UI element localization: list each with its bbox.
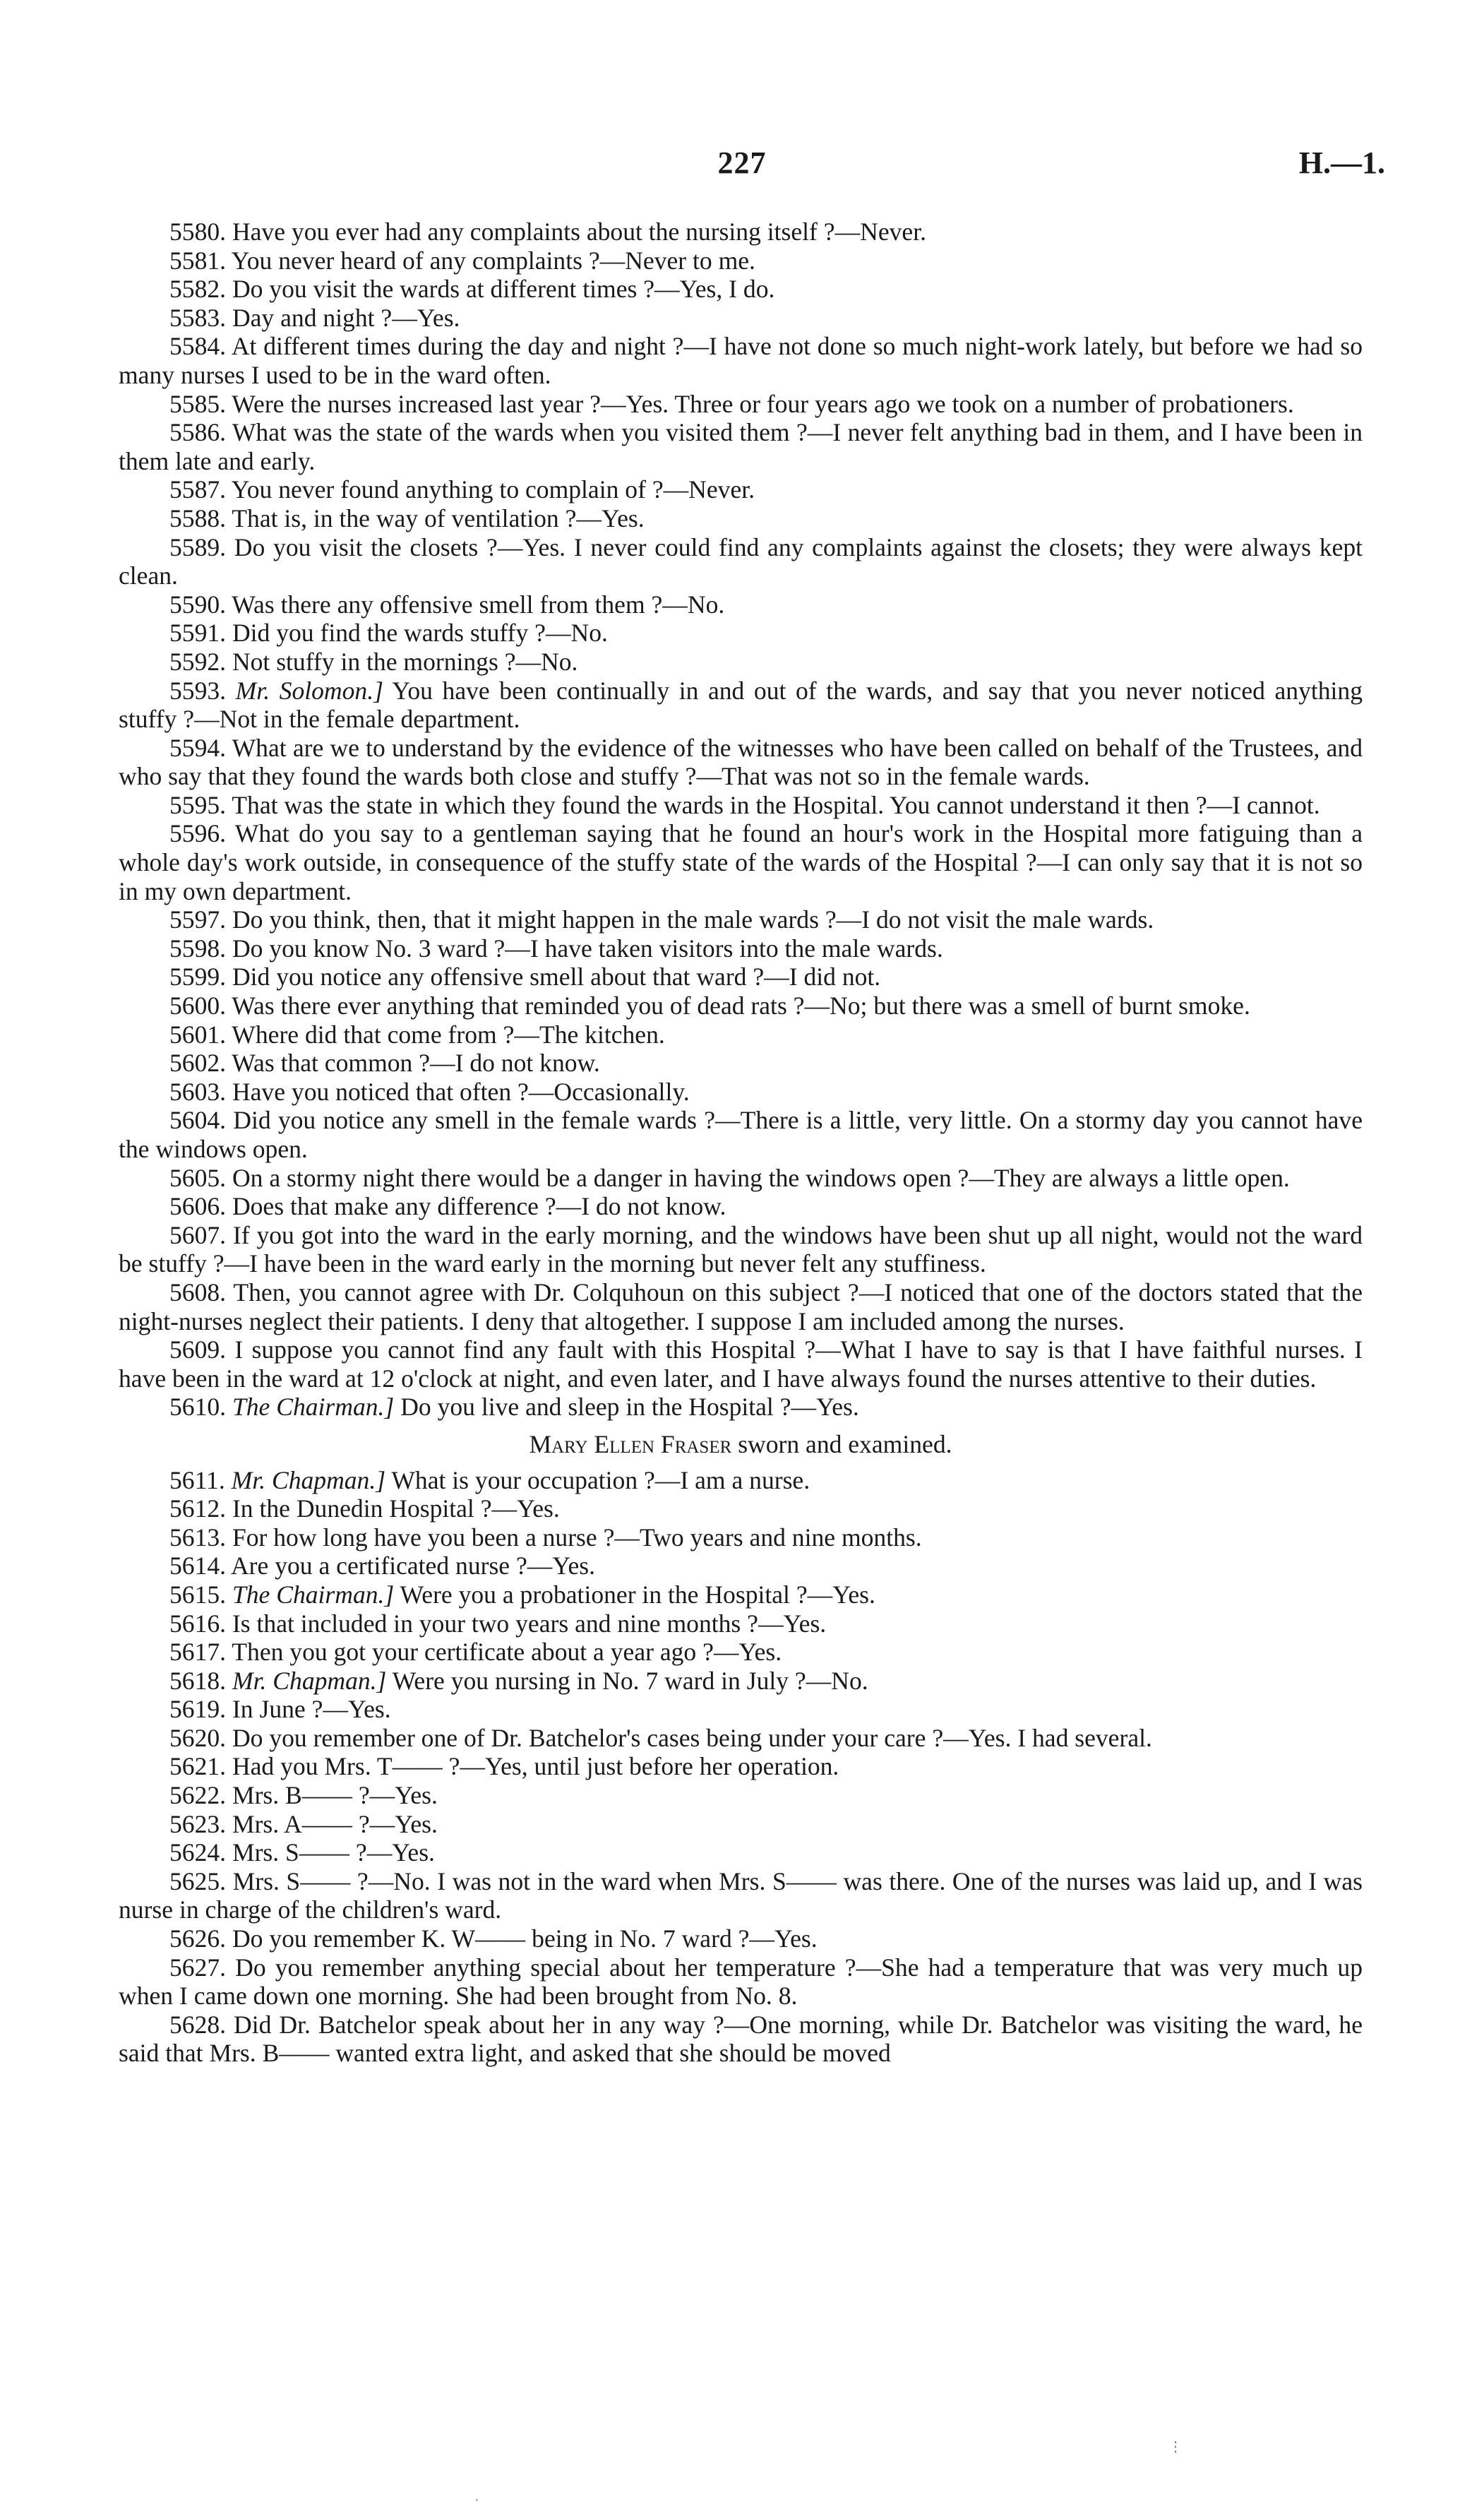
paragraph-text: 5620. Do you remember one of Dr. Batchelor's cases being under your care ?—Yes. I had several. [169, 1723, 1152, 1752]
question-number: 5618. [169, 1666, 227, 1695]
qa-paragraph [119, 648, 1363, 677]
qa-paragraph [119, 1552, 1363, 1580]
paragraph-text: 5594. What are we to understand by the evidence of the witnesses who have been called on behalf of the Trustees, and who say that they found the wards both close and stuffy ?—That was not so in the female wards. [119, 733, 1363, 791]
margin-mark: ⋮ [1168, 2439, 1183, 2455]
paragraph-text: Were you nursing in No. 7 ward in July ?—No. [392, 1666, 868, 1695]
paragraph-text: 5601. Where did that come from ?—The kitchen. [169, 1020, 665, 1049]
paragraph-text: 5590. Was there any offensive smell from them ?—No. [169, 590, 725, 619]
speaker-label: Mr. Chapman.] [231, 1465, 386, 1494]
paragraph-text: 5621. Had you Mrs. T—— ?—Yes, until just before her operation. [169, 1752, 839, 1781]
paragraph-text: 5608. Then, you cannot agree with Dr. Colquhoun on this subject ?—I noticed that one of the doctors stated that the night-nurses neglect their patients. I deny that altogether. I suppose I am included among the nurses. [119, 1278, 1363, 1335]
paragraph-text: 5586. What was the state of the wards when you visited them ?—I never felt anything bad in them, and I have been in them late and early. [119, 418, 1363, 475]
page-number: 227 [717, 145, 767, 180]
qa-paragraph [119, 1924, 1363, 1953]
qa-paragraph [119, 218, 1363, 246]
paragraph-text: 5587. You never found anything to complain of ?—Never. [169, 475, 755, 504]
speaker-label: Mr. Solomon.] [235, 676, 383, 705]
qa-paragraph [119, 1580, 1363, 1609]
paragraph-text: Do you live and sleep in the Hospital ?—Yes. [400, 1393, 859, 1422]
question-number: 5615. [169, 1580, 227, 1609]
paragraph-text: 5600. Was there ever anything that reminded you of dead rats ?—No; but there was a smell of burnt smoke. [169, 991, 1250, 1020]
qa-paragraph [119, 1164, 1363, 1193]
qa-paragraph [119, 677, 1363, 734]
qa-paragraph [119, 275, 1363, 304]
qa-paragraph [119, 1638, 1363, 1667]
qa-paragraph [119, 934, 1363, 963]
qa-paragraph [119, 619, 1363, 648]
qa-paragraph [119, 1106, 1363, 1163]
speaker-label: The Chairman.] [232, 1393, 395, 1422]
qa-paragraph [119, 905, 1363, 934]
qa-paragraph [119, 963, 1363, 991]
paragraph-text: 5619. In June ?—Yes. [169, 1695, 391, 1724]
qa-paragraph [119, 1953, 1363, 2011]
paragraph-text: 5609. I suppose you cannot find any fault with this Hospital ?—What I have to say is that I have faithful nurses. I have been in the ward at 12 o'clock at night, and even later, and I have always found the nurses attentive to their duties. [119, 1335, 1363, 1393]
paragraph-text: What is your occupation ?—I am a nurse. [391, 1465, 810, 1494]
paragraph-text: 5606. Does that make any difference ?—I do not know. [169, 1192, 726, 1221]
qa-paragraph [119, 1667, 1363, 1696]
paragraph-text: 5603. Have you noticed that often ?—Occasionally. [169, 1077, 690, 1106]
qa-paragraph [119, 1494, 1363, 1523]
qa-paragraph [119, 1752, 1363, 1781]
qa-paragraph [119, 1393, 1363, 1422]
evidence-text [119, 218, 1363, 2068]
paragraph-text: You have been continually in and out of the wards, and say that you never noticed anything stuffy ?—Not in the female department. [119, 676, 1363, 734]
paragraph-text: 5625. Mrs. S—— ?—No. I was not in the ward when Mrs. S—— was there. One of the nurses was laid up, and I was nurse in charge of the children's ward. [119, 1866, 1363, 1924]
paragraph-text: 5584. At different times during the day and night ?—I have not done so much night-work lately, but before we had so many nurses I used to be in the ward often. [119, 332, 1363, 389]
qa-paragraph [119, 2011, 1363, 2068]
paragraph-text: 5622. Mrs. B—— ?—Yes. [169, 1781, 438, 1810]
paragraph-text: 5607. If you got into the ward in the early morning, and the windows have been shut up all night, would not the ward be stuffy ?—I have been in the ward early in the morning but never felt any stuffiness. [119, 1220, 1363, 1278]
paragraph-text: 5626. Do you remember K. W—— being in No. 7 ward ?—Yes. [169, 1924, 818, 1953]
paragraph-text: 5588. That is, in the way of ventilation ?—Yes. [169, 504, 645, 532]
qa-paragraph [119, 991, 1363, 1020]
qa-paragraph [119, 1523, 1363, 1552]
paragraph-text: 5623. Mrs. A—— ?—Yes. [169, 1809, 438, 1838]
qa-paragraph [119, 1049, 1363, 1078]
paragraph-text: 5582. Do you visit the wards at different times ?—Yes, I do. [169, 275, 775, 304]
witness-name: Mary Ellen Fraser [529, 1429, 732, 1458]
qa-paragraph [119, 1609, 1363, 1638]
paragraph-text: 5598. Do you know No. 3 ward ?—I have taken visitors into the male wards. [169, 934, 943, 963]
paragraph-text: 5599. Did you notice any offensive smell about that ward ?—I did not. [169, 963, 881, 991]
paragraph-text: 5617. Then you got your certificate about a year ago ?—Yes. [169, 1638, 782, 1667]
qa-paragraph [119, 791, 1363, 820]
paragraph-text: 5624. Mrs. S—— ?—Yes. [169, 1838, 435, 1867]
paragraph-text: 5591. Did you find the wards stuffy ?—No. [169, 619, 608, 648]
paragraph-text: 5595. That was the state in which they found the wards in the Hospital. You cannot understand it then ?—I cannot. [169, 790, 1320, 819]
paragraph-text: 5605. On a stormy night there would be a danger in having the windows open ?—They are always a little open. [169, 1163, 1290, 1192]
paragraph-text: 5628. Did Dr. Batchelor speak about her in any way ?—One morning, while Dr. Batchelor was visiting the ward, he said that Mrs. B—— wanted extra light, and asked that she should be moved [119, 2010, 1363, 2068]
qa-paragraph [119, 819, 1363, 905]
qa-paragraph [119, 246, 1363, 275]
qa-paragraph [119, 475, 1363, 504]
qa-paragraph [119, 590, 1363, 619]
qa-paragraph [119, 533, 1363, 590]
witness-heading-rest: sworn and examined. [738, 1429, 952, 1458]
speaker-label: Mr. Chapman.] [232, 1666, 387, 1695]
qa-paragraph [119, 1020, 1363, 1049]
qa-paragraph [119, 1810, 1363, 1839]
paragraph-text: 5616. Is that included in your two years and nine months ?—Yes. [169, 1609, 827, 1638]
qa-paragraph [119, 1466, 1363, 1495]
qa-paragraph [119, 390, 1363, 419]
qa-paragraph [119, 304, 1363, 333]
qa-paragraph [119, 1278, 1363, 1335]
margin-dot: · [474, 2493, 479, 2508]
qa-paragraph [119, 1192, 1363, 1221]
paragraph-text: 5604. Did you notice any smell in the female wards ?—There is a little, very little. On a stormy day you cannot have the windows open. [119, 1106, 1363, 1163]
qa-paragraph [119, 1838, 1363, 1867]
paragraph-text: 5602. Was that common ?—I do not know. [169, 1049, 600, 1078]
paragraph-text: 5589. Do you visit the closets ?—Yes. I never could find any complaints against the closets; they were always kept clean. [119, 532, 1363, 590]
qa-paragraph [119, 1695, 1363, 1724]
qa-paragraph [119, 332, 1363, 389]
paragraph-text: Were you a probationer in the Hospital ?—Yes. [400, 1580, 875, 1609]
paragraph-text: 5592. Not stuffy in the mornings ?—No. [169, 647, 578, 676]
qa-paragraph [119, 1724, 1363, 1753]
paragraph-text: 5596. What do you say to a gentleman saying that he found an hour's work in the Hospital more fatiguing than a whole day's work outside, in consequence of the stuffy state of the wards of the Hospital ?—I can only say that it is not so in my own department. [119, 819, 1363, 905]
document-reference: H.—1. [1298, 145, 1385, 180]
qa-paragraph [119, 734, 1363, 791]
paragraph-text: 5597. Do you think, then, that it might happen in the male wards ?—I do not visit the male wards. [169, 905, 1154, 934]
evidence-block-1 [119, 218, 1363, 1422]
paragraph-text: 5612. In the Dunedin Hospital ?—Yes. [169, 1494, 560, 1523]
qa-paragraph [119, 1867, 1363, 1924]
paragraph-text: 5585. Were the nurses increased last year ?—Yes. Three or four years ago we took on a number of probationers. [169, 389, 1294, 418]
question-number: 5611. [169, 1465, 225, 1494]
question-number: 5610. [169, 1393, 227, 1422]
question-number: 5593. [169, 676, 227, 705]
paragraph-text: 5627. Do you remember anything special about her temperature ?—She had a temperature that was very much up when I came down one morning. She had been brought from No. 8. [119, 1953, 1363, 2011]
paragraph-text: 5581. You never heard of any complaints ?—Never to me. [169, 246, 755, 275]
qa-paragraph [119, 1781, 1363, 1810]
witness-heading [119, 1430, 1363, 1459]
qa-paragraph [119, 418, 1363, 475]
qa-paragraph [119, 1335, 1363, 1393]
qa-paragraph [119, 504, 1363, 533]
paragraph-text: 5613. For how long have you been a nurse ?—Two years and nine months. [169, 1523, 922, 1552]
paragraph-text: 5583. Day and night ?—Yes. [169, 303, 460, 332]
evidence-block-2 [119, 1466, 1363, 2068]
qa-paragraph [119, 1078, 1363, 1107]
paragraph-text: 5614. Are you a certificated nurse ?—Yes. [169, 1552, 596, 1580]
paragraph-text: 5580. Have you ever had any complaints about the nursing itself ?—Never. [169, 218, 926, 246]
speaker-label: The Chairman.] [232, 1580, 395, 1609]
qa-paragraph [119, 1221, 1363, 1278]
